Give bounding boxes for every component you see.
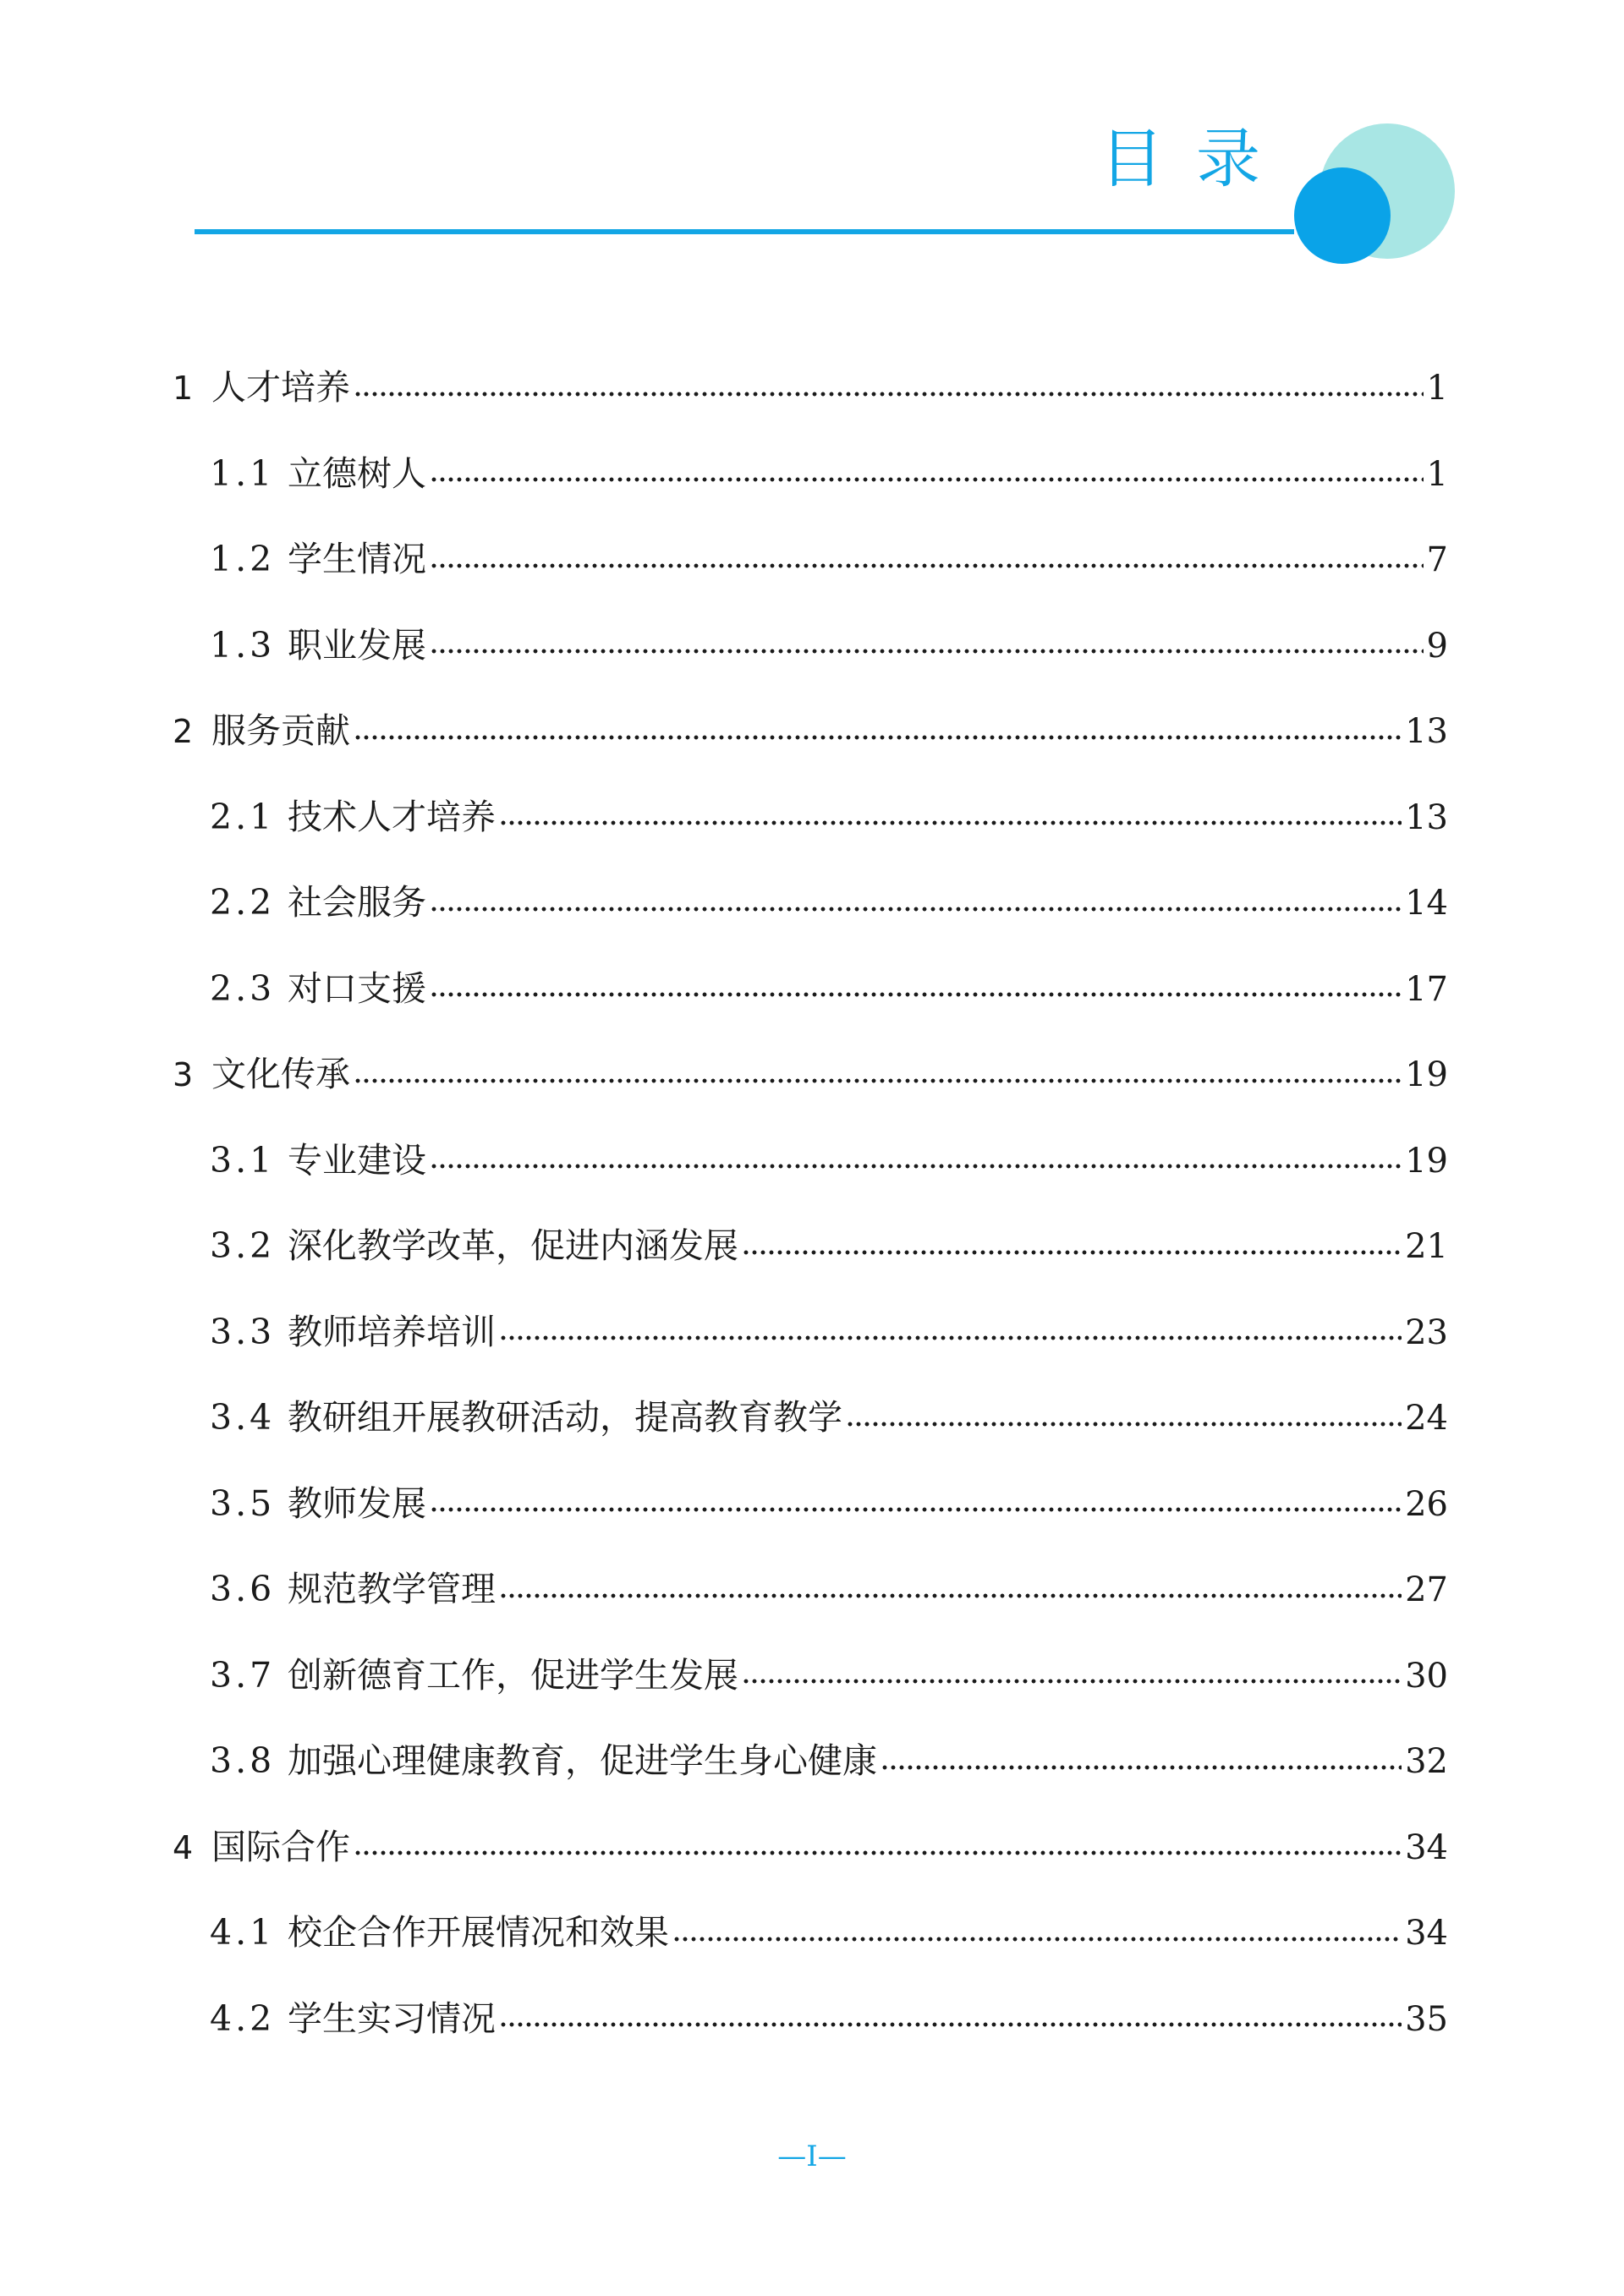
toc-entry-page: 34	[1405, 1914, 1448, 1953]
toc-entry[interactable]	[210, 1311, 1448, 1352]
toc-entry-number: 1.1	[210, 452, 276, 494]
toc-entry-number: 3.4	[210, 1397, 276, 1438]
toc-entry-label: 深化教学改革，促进内涵发展	[288, 1225, 738, 1266]
toc-entry-label: 专业建设	[288, 1139, 426, 1181]
toc-entry[interactable]	[210, 1740, 1448, 1781]
header-rule	[195, 229, 1294, 234]
toc-dot-leader	[354, 1078, 1402, 1083]
toc-dot-leader	[430, 1164, 1402, 1169]
toc-dot-leader	[846, 1422, 1402, 1427]
toc-entry-page: 35	[1405, 1999, 1448, 2039]
toc-entry-page: 26	[1405, 1484, 1448, 1524]
toc-dot-leader	[881, 1765, 1402, 1770]
toc-entry-label: 对口支援	[288, 967, 426, 1009]
toc-dot-leader	[430, 563, 1424, 568]
toc-entry-page: 7	[1426, 540, 1448, 579]
toc-dot-leader	[430, 1507, 1402, 1512]
page-number-footer: —I—	[777, 2140, 847, 2173]
toc-entry-page: 1	[1426, 369, 1448, 408]
toc-entry-page: 21	[1405, 1227, 1448, 1266]
toc-entry-page: 13	[1405, 797, 1448, 837]
toc-dot-leader	[430, 907, 1402, 912]
toc-entry[interactable]	[210, 624, 1448, 666]
toc-entry-label: 学生实习情况	[288, 1997, 496, 2039]
decor-circle-small	[1294, 167, 1391, 264]
toc-entry[interactable]	[210, 1482, 1448, 1524]
toc-entry[interactable]	[173, 367, 1448, 408]
toc-entry-label: 教师培养培训	[288, 1311, 496, 1352]
toc-entry-label: 创新德育工作，促进学生发展	[288, 1654, 738, 1696]
toc-entry[interactable]	[210, 1997, 1448, 2039]
toc-entry[interactable]	[210, 1397, 1448, 1438]
toc-entry-page: 24	[1405, 1399, 1448, 1438]
toc-entry[interactable]	[173, 1826, 1448, 1867]
toc-entry-page: 17	[1405, 969, 1448, 1009]
toc-entry-label: 技术人才培养	[288, 796, 496, 837]
toc-dot-leader	[354, 735, 1402, 740]
toc-entry-page: 27	[1405, 1570, 1448, 1609]
page-header	[0, 0, 1624, 288]
toc-entry-label: 服务贡献	[211, 710, 350, 751]
toc-entry[interactable]	[210, 452, 1448, 494]
toc-entry[interactable]	[210, 1139, 1448, 1181]
toc-entry[interactable]	[210, 1569, 1448, 1609]
toc-entry-number: 1.2	[210, 539, 276, 579]
toc-entry-number: 3.2	[210, 1225, 276, 1266]
toc-entry[interactable]	[210, 967, 1448, 1009]
toc-entry-label: 校企合作开展情况和效果	[288, 1912, 669, 1953]
toc-entry-label: 教师发展	[288, 1482, 426, 1524]
toc-entry-number: 1	[173, 370, 194, 407]
toc-dot-leader	[430, 992, 1402, 997]
toc-dot-leader	[499, 1593, 1402, 1598]
toc-entry[interactable]	[210, 1225, 1448, 1266]
toc-entry-number: 3.6	[210, 1569, 276, 1609]
toc-entry-page: 34	[1405, 1827, 1448, 1867]
toc-entry-page: 30	[1405, 1656, 1448, 1696]
toc-entry[interactable]	[173, 710, 1448, 751]
toc-dot-leader	[430, 477, 1424, 482]
toc-entry-number: 2.2	[210, 882, 276, 923]
toc-dot-leader	[499, 2022, 1402, 2027]
toc-entry-number: 4	[173, 1828, 194, 1866]
toc-entry-page: 9	[1426, 626, 1448, 666]
toc-entry-number: 3.5	[210, 1482, 276, 1524]
page-title: 目录	[1100, 121, 1292, 196]
toc-entry-page: 19	[1405, 1055, 1448, 1094]
toc-entry-label: 人才培养	[211, 367, 350, 408]
toc-entry-page: 14	[1405, 884, 1448, 923]
toc-dot-leader	[672, 1937, 1402, 1942]
toc-entry-label: 社会服务	[288, 882, 426, 923]
toc-entry[interactable]	[210, 796, 1448, 837]
toc-entry-page: 13	[1405, 712, 1448, 751]
toc-dot-leader	[499, 820, 1402, 825]
toc-dot-leader	[742, 1250, 1402, 1255]
toc-entry-label: 立德树人	[288, 452, 426, 494]
toc-entry-page: 23	[1405, 1312, 1448, 1352]
toc-entry-number: 3.3	[210, 1311, 276, 1352]
toc-entry-number: 4.1	[210, 1912, 276, 1953]
toc-entry-page: 19	[1405, 1141, 1448, 1181]
toc-entry-page: 32	[1405, 1742, 1448, 1781]
toc-entry-page: 1	[1426, 454, 1448, 494]
toc-entry-number: 1.3	[210, 624, 276, 666]
toc-entry-number: 3.1	[210, 1139, 276, 1181]
toc-entry[interactable]	[210, 882, 1448, 923]
toc-entry-number: 3.7	[210, 1654, 276, 1696]
toc-dot-leader	[499, 1335, 1402, 1340]
toc-entry-label: 文化传承	[211, 1054, 350, 1094]
toc-entry[interactable]	[173, 1054, 1448, 1094]
toc-entry[interactable]	[210, 539, 1448, 579]
toc-entry-label: 国际合作	[211, 1826, 350, 1867]
toc-entry-label: 规范教学管理	[288, 1569, 496, 1609]
toc-dot-leader	[430, 649, 1424, 654]
toc-entry-number: 2.3	[210, 967, 276, 1009]
toc-entry-number: 2	[173, 713, 194, 750]
toc-dot-leader	[742, 1679, 1402, 1684]
toc-entry-number: 4.2	[210, 1997, 276, 2039]
toc-entry-label: 职业发展	[288, 624, 426, 666]
toc-entry-number: 2.1	[210, 796, 276, 837]
toc-entry-label: 学生情况	[288, 539, 426, 579]
toc-entry-label: 教研组开展教研活动，提高教育教学	[288, 1397, 842, 1438]
toc-dot-leader	[354, 1850, 1402, 1855]
toc-entry-number: 3	[173, 1056, 194, 1093]
toc-entry[interactable]	[210, 1912, 1448, 1953]
toc-entry-number: 3.8	[210, 1740, 276, 1781]
toc-entry-label: 加强心理健康教育，促进学生身心健康	[288, 1740, 877, 1781]
toc-entry[interactable]	[210, 1654, 1448, 1696]
toc-dot-leader	[354, 392, 1424, 397]
